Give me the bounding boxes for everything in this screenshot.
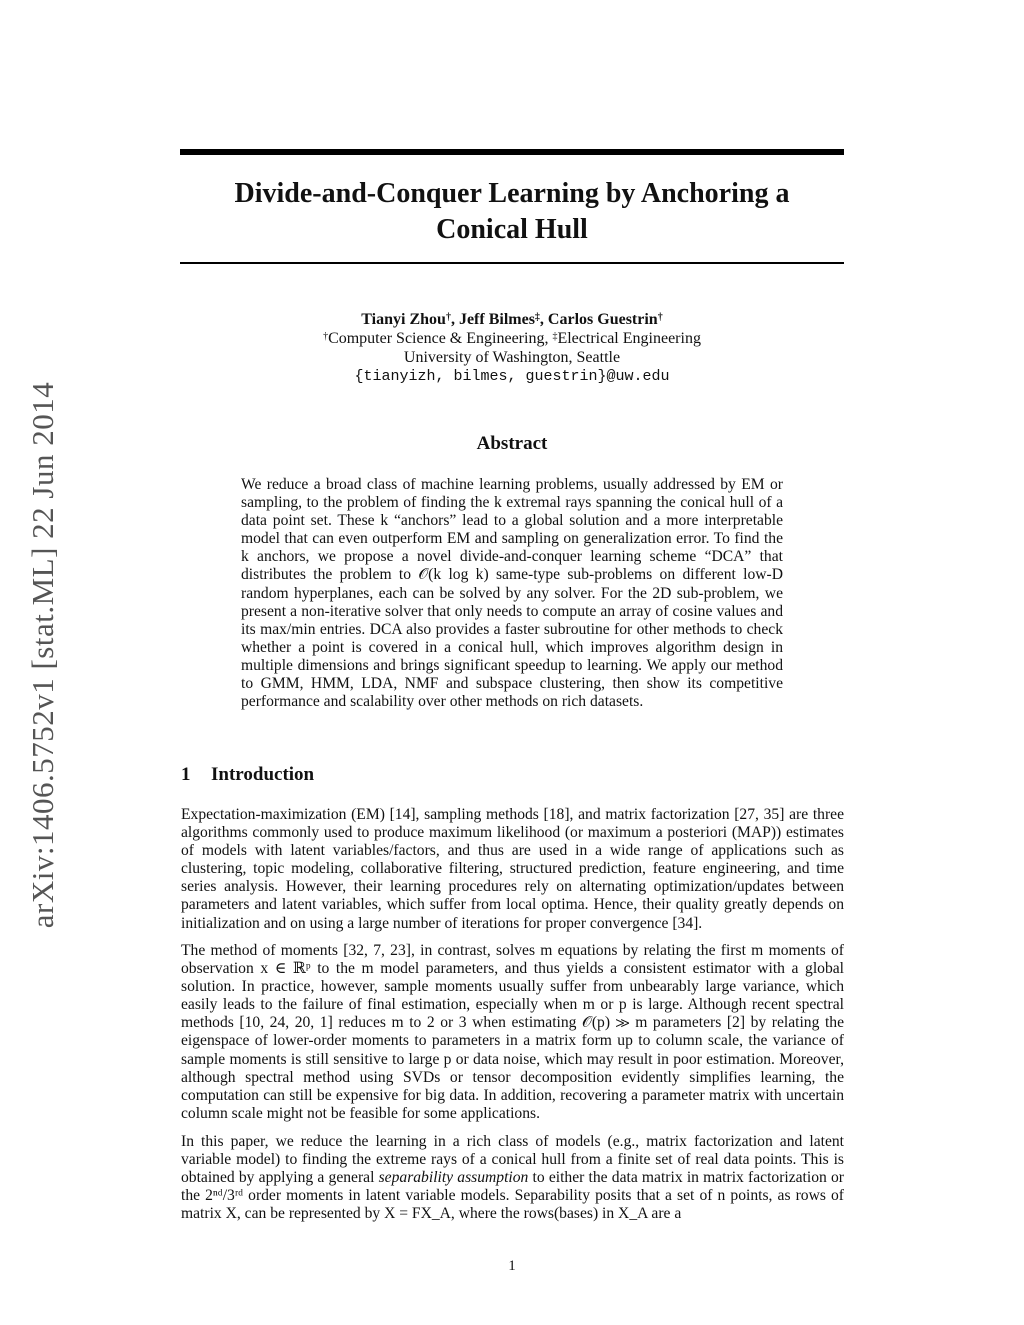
title-line-2: Conical Hull: [436, 214, 588, 245]
author-block: [180, 310, 844, 386]
author-names: Tianyi Zhou†, Jeff Bilmes‡, Carlos Guestrin†: [361, 311, 663, 328]
affiliation-mark-1: †: [323, 331, 329, 342]
section-heading-introduction: [181, 764, 314, 786]
author-3-mark: †: [657, 312, 663, 323]
arxiv-identifier-text: arXiv:1406.5752v1 [stat.ML] 22 Jun 2014: [25, 381, 60, 929]
section-title: Introduction: [211, 764, 315, 785]
author-2-mark: ‡: [534, 312, 540, 323]
affiliation-mark-2: ‡: [552, 331, 558, 342]
intro-paragraph-3: [181, 1133, 844, 1223]
abstract-text: We reduce a broad class of machine learning problems, usually addressed by EM or sampling, to the problem of finding the k extremal rays spanning the conical hull of a data point set. These k “anchors” lead to a global solution and a more interpretable model that can even outperform EM and sampling on generalization error. To find the k anchors, we propose a novel divide-and-conquer learning scheme “DCA” that distributes the problem to 𝒪(k log k) same-type sub-problems on different low-D random hyperplanes, each can be solved by any solver. For the 2D sub-problem, we present a non-iterative solver that only needs to compute an array of cosine values and its max/min entries. DCA also provides a faster subroutine for other methods to check whether a point is covered in a conical hull, which improves algorithm design in multiple dimensions and brings significant speedup to learning. We apply our method to GMM, HMM, LDA, NMF and subspace clustering, then show its competitive performance and scalability over other methods on rich datasets.: [241, 476, 783, 711]
intro-paragraph-3-part-a: In this paper, we reduce the learning in a rich class of models (e.g., matrix factorization and latent variable model) to finding the extreme rays of a conical hull from a finite set of real data points. This is obtained by applying a general: [181, 1133, 844, 1187]
author-2: Jeff Bilmes: [458, 311, 535, 328]
intro-paragraph-2: The method of moments [32, 7, 23], in contrast, solves m equations by relating the first m moments of observation x ∈ ℝᵖ to the m model parameters, and thus yields a consistent estimator with a global solution. In practice, however, sample moments usually suffer from unbearably large variance, which easily leads to the failure of final estimation, especially when m or p is large. Although recent spectral methods [10, 24, 20, 1] reduces m to 2 or 3 when estimating 𝒪(p) ≫ m parameters [2] by relating the eigenspace of lower-order moments to parameters in a matrix form up to column scale, the variance of sample moments is still sensitive to large p or data noise, which may result in poor estimation. Moreover, although spectral method using SVDs or tensor decomposition evidently simplifies learning, the computation can still be expensive for big data. In addition, recovering a parameter matrix with uncertain column scale might not be feasible for some applications.: [181, 942, 844, 1122]
author-3: Carlos Guestrin: [547, 311, 658, 328]
separability-assumption-term: separability assumption: [378, 1169, 529, 1187]
author-emails[interactable]: {tianyizh, bilmes, guestrin}@uw.edu: [354, 368, 670, 385]
author-1-mark: †: [445, 312, 451, 323]
affiliation-1: Computer Science & Engineering,: [328, 330, 553, 347]
intro-paragraph-3-part-b: to either the data matrix in matrix factorization or the 2ⁿᵈ/3ʳᵈ order moments in latent variable models. Separability posits that a set of n points, as rows of matrix X, can be represented by X = FX_A, where the rows(bases) in X_A are a: [181, 1169, 844, 1223]
abstract-heading: Abstract: [476, 433, 548, 454]
title-line-1: Divide-and-Conquer Learning by Anchoring a: [234, 178, 790, 209]
section-number: 1: [181, 764, 191, 785]
intro-paragraph-1: Expectation-maximization (EM) [14], sampling methods [18], and matrix factorization [27, 35] are three algorithms commonly used to produce maximum likelihood (or maximum a posteriori (MAP)) estimates of models with latent variables/factors, and thus are used in a wide range of applications such as clustering, topic modeling, collaborative filtering, structured prediction, feature engineering, and time series analysis. However, their learning procedures rely on alternating optimization/updates between parameters and latent variables, which suffer from local optima. Hence, their quality greatly depends on initialization and on using a large number of iterations for proper convergence [34].: [181, 806, 844, 932]
title-bottom-rule: [180, 262, 844, 264]
arxiv-identifier: [22, 360, 64, 950]
affiliation-2: Electrical Engineering: [557, 330, 701, 347]
affiliation-university: University of Washington, Seattle: [403, 349, 621, 366]
paper-title: [180, 176, 844, 248]
page-number: 1: [508, 1258, 516, 1274]
title-top-rule: [180, 149, 844, 155]
affiliation-departments: [180, 329, 844, 348]
author-1: Tianyi Zhou: [361, 311, 446, 328]
